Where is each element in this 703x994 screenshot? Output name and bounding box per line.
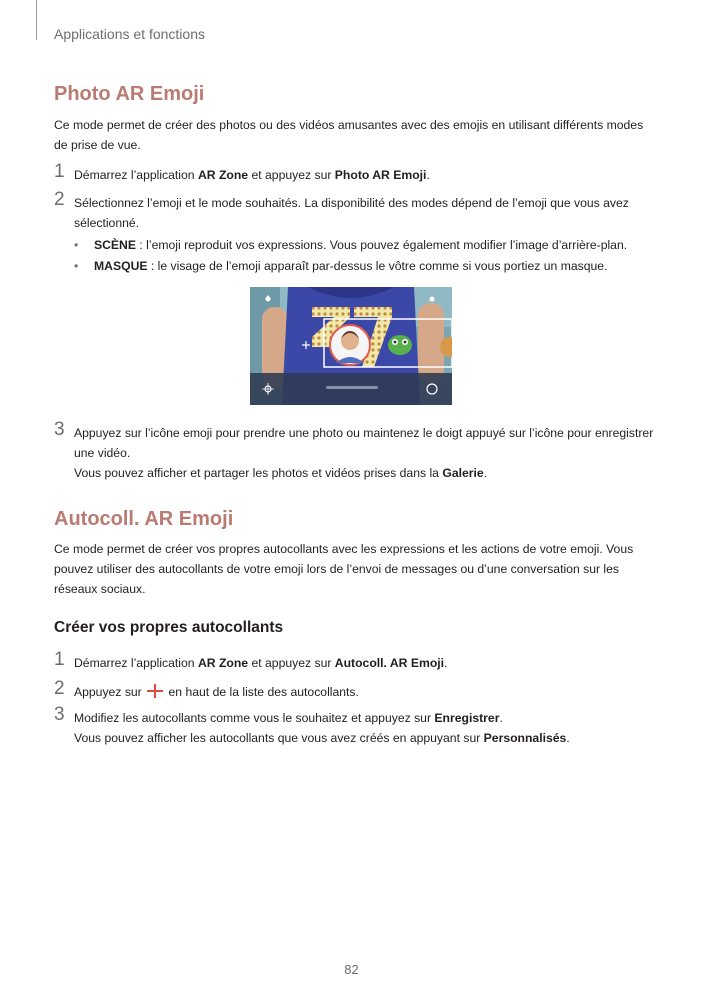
autocoll-intro: Ce mode permet de créer vos propres autocollants avec les expressions et les actions de votre emoji. Vous pouvez utiliser des autocollants de votre emoji lors de l’envoi de messages ou d’une conversation sur les réseaux sociaux. xyxy=(54,542,634,596)
step-number: 2 xyxy=(54,678,65,699)
page-number: 82 xyxy=(344,962,359,977)
step-number: 1 xyxy=(54,161,65,182)
photo-step-3: 3 Appuyez sur l’icône emoji pour prendre une photo ou maintenez le doigt appuyé sur l’icône pour enregistrer une vidéo. Vous pouvez afficher et partager les photos et vidéos prises dans la Galerie. xyxy=(54,419,654,480)
bullet-masque: • MASQUE : le visage de l’emoji apparaît par-dessus le vôtre comme si vous portiez un masque. xyxy=(74,259,608,273)
autocoll-step-2: 2 Appuyez sur en haut de la liste des autocollants. xyxy=(54,678,359,699)
section-header: Applications et fonctions xyxy=(54,26,205,42)
header-rule xyxy=(36,0,37,40)
autocoll-ar-emoji-heading: Autocoll. AR Emoji xyxy=(54,508,234,530)
create-stickers-heading: Créer vos propres autocollants xyxy=(54,619,284,636)
bullet-scene: • SCÈNE : l’emoji reproduit vos expressions. Vous pouvez également modifier l’image d’arrière-plan. xyxy=(74,238,628,252)
step-number: 3 xyxy=(54,704,65,725)
photo-step-2: 2 Sélectionnez l’emoji et le mode souhaités. La disponibilité des modes dépend de l’emoji que vous avez sélectionné. xyxy=(54,189,629,230)
step-number: 2 xyxy=(54,189,65,210)
step-number: 1 xyxy=(54,649,65,670)
photo-intro: Ce mode permet de créer des photos ou des vidéos amusantes avec des emojis en utilisant différents modes de prise de vue. xyxy=(54,118,644,152)
autocoll-step-3: 3 Modifiez les autocollants comme vous le souhaitez et appuyez sur Enregistrer. Vous pouvez afficher les autocollants que vous avez créés en appuyant sur Personnalisés. xyxy=(54,704,570,745)
plus-icon xyxy=(147,684,163,698)
step-number: 3 xyxy=(54,419,65,440)
photo-step-1: 1 Démarrez l’application AR Zone et appuyez sur Photo AR Emoji. xyxy=(54,161,430,182)
autocoll-step-1: 1 Démarrez l’application AR Zone et appuyez sur Autocoll. AR Emoji. xyxy=(54,649,448,670)
photo-ar-emoji-heading: Photo AR Emoji xyxy=(54,83,205,105)
ar-emoji-camera-screenshot xyxy=(250,287,452,405)
